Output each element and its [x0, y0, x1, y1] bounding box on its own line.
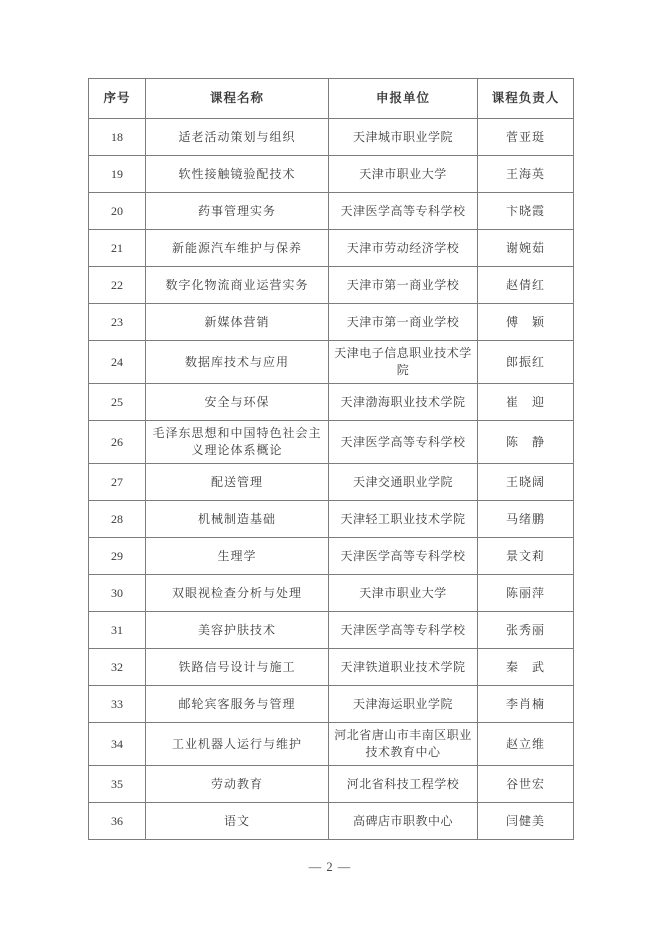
cell-no: 19: [89, 156, 146, 193]
cell-unit: 河北省唐山市丰南区职业技术教育中心: [329, 723, 478, 766]
cell-unit: 高碑店市职教中心: [329, 803, 478, 840]
cell-course: 工业机器人运行与维护: [146, 723, 329, 766]
table-row: [89, 119, 574, 156]
cell-leader: 郎振红: [478, 341, 574, 384]
cell-no: 33: [89, 686, 146, 723]
cell-course: 数字化物流商业运营实务: [146, 267, 329, 304]
cell-unit: 天津医学高等专科学校: [329, 421, 478, 464]
cell-leader: 陈 静: [478, 421, 574, 464]
table-row: [89, 267, 574, 304]
table-row: [89, 193, 574, 230]
cell-unit: 河北省科技工程学校: [329, 766, 478, 803]
cell-unit: 天津城市职业学院: [329, 119, 478, 156]
cell-unit: 天津医学高等专科学校: [329, 538, 478, 575]
table-row: [89, 230, 574, 267]
cell-course: 新能源汽车维护与保养: [146, 230, 329, 267]
table-row: [89, 421, 574, 464]
cell-unit: 天津铁道职业技术学院: [329, 649, 478, 686]
cell-unit: 天津交通职业学院: [329, 464, 478, 501]
table-row: [89, 575, 574, 612]
cell-unit: 天津市职业大学: [329, 156, 478, 193]
cell-leader: 李肖楠: [478, 686, 574, 723]
cell-unit: 天津医学高等专科学校: [329, 193, 478, 230]
cell-no: 30: [89, 575, 146, 612]
table-body: [89, 119, 574, 840]
column-header-unit: 申报单位: [329, 79, 478, 119]
cell-course: 机械制造基础: [146, 501, 329, 538]
table-row: [89, 803, 574, 840]
table-row: [89, 384, 574, 421]
cell-course: 生理学: [146, 538, 329, 575]
cell-leader: 崔 迎: [478, 384, 574, 421]
cell-leader: 赵立维: [478, 723, 574, 766]
cell-course: 配送管理: [146, 464, 329, 501]
cell-leader: 菅亚珽: [478, 119, 574, 156]
cell-course: 语文: [146, 803, 329, 840]
cell-leader: 谢婉茹: [478, 230, 574, 267]
cell-unit: 天津医学高等专科学校: [329, 612, 478, 649]
cell-leader: 闫健美: [478, 803, 574, 840]
cell-leader: 秦 武: [478, 649, 574, 686]
column-header-no: 序号: [89, 79, 146, 119]
cell-leader: 景文莉: [478, 538, 574, 575]
table-row: [89, 341, 574, 384]
cell-no: 22: [89, 267, 146, 304]
table-head: [89, 79, 574, 119]
cell-no: 25: [89, 384, 146, 421]
cell-no: 32: [89, 649, 146, 686]
table-row: [89, 612, 574, 649]
column-header-course: 课程名称: [146, 79, 329, 119]
cell-no: 36: [89, 803, 146, 840]
cell-course: 邮轮宾客服务与管理: [146, 686, 329, 723]
cell-no: 20: [89, 193, 146, 230]
cell-leader: 王晓阔: [478, 464, 574, 501]
cell-unit: 天津市职业大学: [329, 575, 478, 612]
table-row: [89, 686, 574, 723]
cell-leader: 马绪鹏: [478, 501, 574, 538]
cell-unit: 天津电子信息职业技术学院: [329, 341, 478, 384]
cell-no: 18: [89, 119, 146, 156]
cell-unit: 天津海运职业学院: [329, 686, 478, 723]
table-row: [89, 723, 574, 766]
cell-no: 23: [89, 304, 146, 341]
cell-unit: 天津渤海职业技术学院: [329, 384, 478, 421]
cell-no: 28: [89, 501, 146, 538]
cell-no: 27: [89, 464, 146, 501]
cell-no: 31: [89, 612, 146, 649]
cell-no: 29: [89, 538, 146, 575]
cell-leader: 陈丽萍: [478, 575, 574, 612]
table-row: [89, 649, 574, 686]
cell-leader: 赵倩红: [478, 267, 574, 304]
header-row: [89, 79, 574, 119]
cell-no: 26: [89, 421, 146, 464]
table-row: [89, 464, 574, 501]
cell-course: 适老活动策划与组织: [146, 119, 329, 156]
cell-course: 软性接触镜验配技术: [146, 156, 329, 193]
cell-course: 铁路信号设计与施工: [146, 649, 329, 686]
cell-unit: 天津市第一商业学校: [329, 267, 478, 304]
cell-unit: 天津轻工职业技术学院: [329, 501, 478, 538]
cell-leader: 卞晓霞: [478, 193, 574, 230]
cell-no: 35: [89, 766, 146, 803]
cell-course: 劳动教育: [146, 766, 329, 803]
cell-course: 毛泽东思想和中国特色社会主义理论体系概论: [146, 421, 329, 464]
table-row: [89, 501, 574, 538]
table-row: [89, 156, 574, 193]
cell-no: 24: [89, 341, 146, 384]
cell-course: 安全与环保: [146, 384, 329, 421]
cell-course: 药事管理实务: [146, 193, 329, 230]
cell-unit: 天津市第一商业学校: [329, 304, 478, 341]
cell-leader: 傅 颖: [478, 304, 574, 341]
table-row: [89, 304, 574, 341]
column-header-leader: 课程负责人: [478, 79, 574, 119]
page-number: — 2 —: [308, 860, 352, 874]
cell-leader: 张秀丽: [478, 612, 574, 649]
cell-course: 双眼视检查分析与处理: [146, 575, 329, 612]
cell-unit: 天津市劳动经济学校: [329, 230, 478, 267]
cell-course: 美容护肤技术: [146, 612, 329, 649]
cell-no: 34: [89, 723, 146, 766]
cell-leader: 王海英: [478, 156, 574, 193]
cell-course: 新媒体营销: [146, 304, 329, 341]
course-table: [88, 78, 574, 840]
cell-course: 数据库技术与应用: [146, 341, 329, 384]
cell-leader: 谷世宏: [478, 766, 574, 803]
table-row: [89, 538, 574, 575]
table-row: [89, 766, 574, 803]
cell-no: 21: [89, 230, 146, 267]
